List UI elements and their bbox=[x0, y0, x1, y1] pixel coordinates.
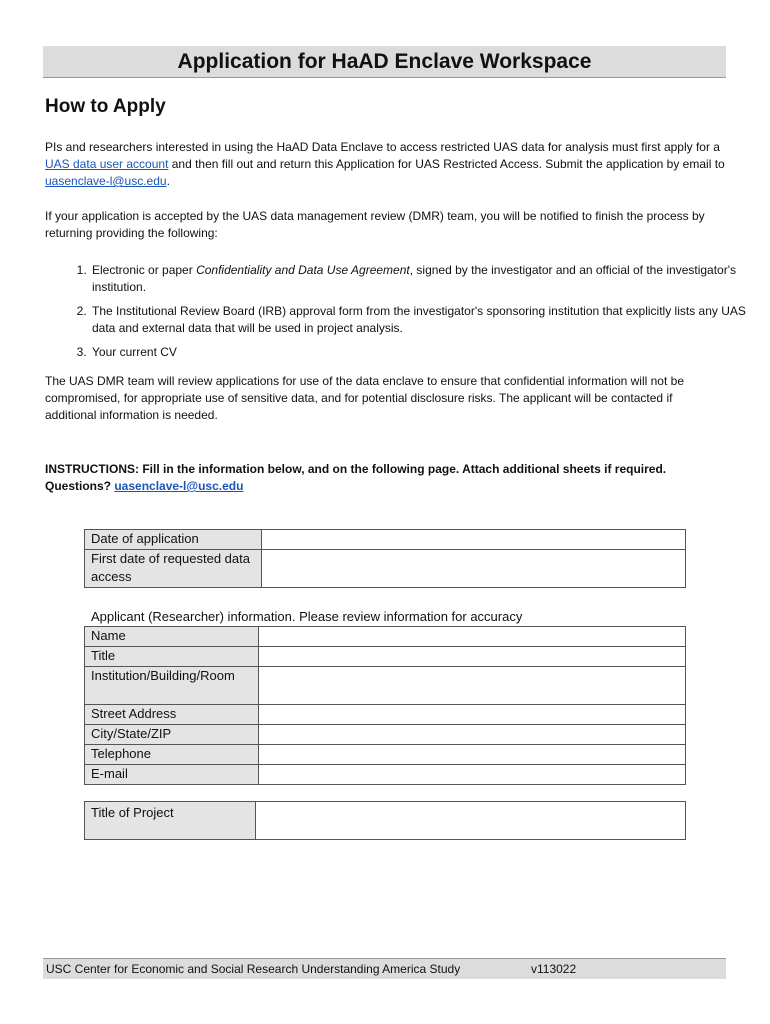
first-access-date-field[interactable] bbox=[262, 550, 686, 588]
table-row bbox=[85, 725, 686, 745]
table-row bbox=[85, 802, 686, 840]
table-row bbox=[85, 745, 686, 765]
dates-table bbox=[84, 529, 686, 588]
name-label: Name bbox=[85, 627, 259, 647]
project-title-field[interactable] bbox=[256, 802, 686, 840]
table-row bbox=[85, 647, 686, 667]
institution-label: Institution/Building/Room bbox=[85, 667, 259, 705]
project-title-label: Title of Project bbox=[85, 802, 256, 840]
table-row bbox=[85, 550, 686, 588]
section-heading-how-to-apply: How to Apply bbox=[45, 96, 166, 117]
intro-text-1: PIs and researchers interested in using the HaAD Data Enclave to access restricted UAS data for analysis must first apply for a bbox=[45, 140, 720, 154]
page-title: Application for HaAD Enclave Workspace bbox=[43, 46, 726, 78]
applicant-table bbox=[84, 626, 686, 785]
table-row bbox=[85, 530, 686, 550]
agreement-title: Confidentiality and Data Use Agreement bbox=[196, 263, 410, 277]
email-label: E-mail bbox=[85, 765, 259, 785]
institution-field[interactable] bbox=[259, 667, 686, 705]
street-address-field[interactable] bbox=[259, 705, 686, 725]
footer-organization: USC Center for Economic and Social Research Understanding America Study bbox=[46, 962, 461, 976]
page-footer bbox=[43, 958, 726, 979]
required-documents-list bbox=[45, 262, 750, 361]
title-field[interactable] bbox=[259, 647, 686, 667]
table-row bbox=[85, 705, 686, 725]
table-row bbox=[85, 667, 686, 705]
footer-version: v113022 bbox=[531, 962, 577, 976]
list-item: 3. Your current CV bbox=[90, 344, 750, 361]
uas-account-link[interactable]: UAS data user account bbox=[45, 157, 169, 171]
city-state-zip-label: City/State/ZIP bbox=[85, 725, 259, 745]
list-item: 2. The Institutional Review Board (IRB) approval form from the investigator's sponsoring institution that explicitly lists any UAS data and external data that will be used in project analysis. bbox=[90, 303, 750, 337]
telephone-field[interactable] bbox=[259, 745, 686, 765]
project-table bbox=[84, 801, 686, 840]
city-state-zip-field[interactable] bbox=[259, 725, 686, 745]
table-row bbox=[85, 765, 686, 785]
telephone-label: Telephone bbox=[85, 745, 259, 765]
email-field[interactable] bbox=[259, 765, 686, 785]
date-of-application-label: Date of application bbox=[85, 530, 262, 550]
intro-paragraph bbox=[45, 139, 725, 190]
application-email-link[interactable]: uasenclave-l@usc.edu bbox=[45, 174, 167, 188]
instructions-block bbox=[45, 461, 725, 495]
instructions-text: INSTRUCTIONS: Fill in the information below, and on the following page. Attach additional sheets if required. bbox=[45, 462, 667, 476]
name-field[interactable] bbox=[259, 627, 686, 647]
title-label: Title bbox=[85, 647, 259, 667]
first-access-date-label: First date of requested data access bbox=[85, 550, 262, 588]
questions-line: Questions? uasenclave-l@usc.edu bbox=[45, 479, 244, 493]
acceptance-paragraph: If your application is accepted by the UAS data management review (DMR) team, you will be notified to finish the process by returning providing the following: bbox=[45, 209, 705, 240]
street-address-label: Street Address bbox=[85, 705, 259, 725]
applicant-section-caption: Applicant (Researcher) information. Please review information for accuracy bbox=[91, 609, 523, 624]
intro-text-3: . bbox=[166, 174, 170, 188]
table-row bbox=[85, 627, 686, 647]
review-paragraph: The UAS DMR team will review applications for use of the data enclave to ensure that confidential information will not be compromised, for appropriate use of sensitive data, and for potential disclosure risks. The applicant will be contacted if additional information is needed. bbox=[45, 374, 684, 422]
list-item: 1. Electronic or paper Confidentiality and Data Use Agreement, signed by the investigator and an official of the investigator's institution. bbox=[90, 262, 750, 296]
questions-email-link[interactable]: uasenclave-l@usc.edu bbox=[114, 479, 244, 493]
intro-text-2: and then fill out and return this Application for UAS Restricted Access. Submit the application by email to bbox=[168, 157, 725, 171]
date-of-application-field[interactable] bbox=[262, 530, 686, 550]
